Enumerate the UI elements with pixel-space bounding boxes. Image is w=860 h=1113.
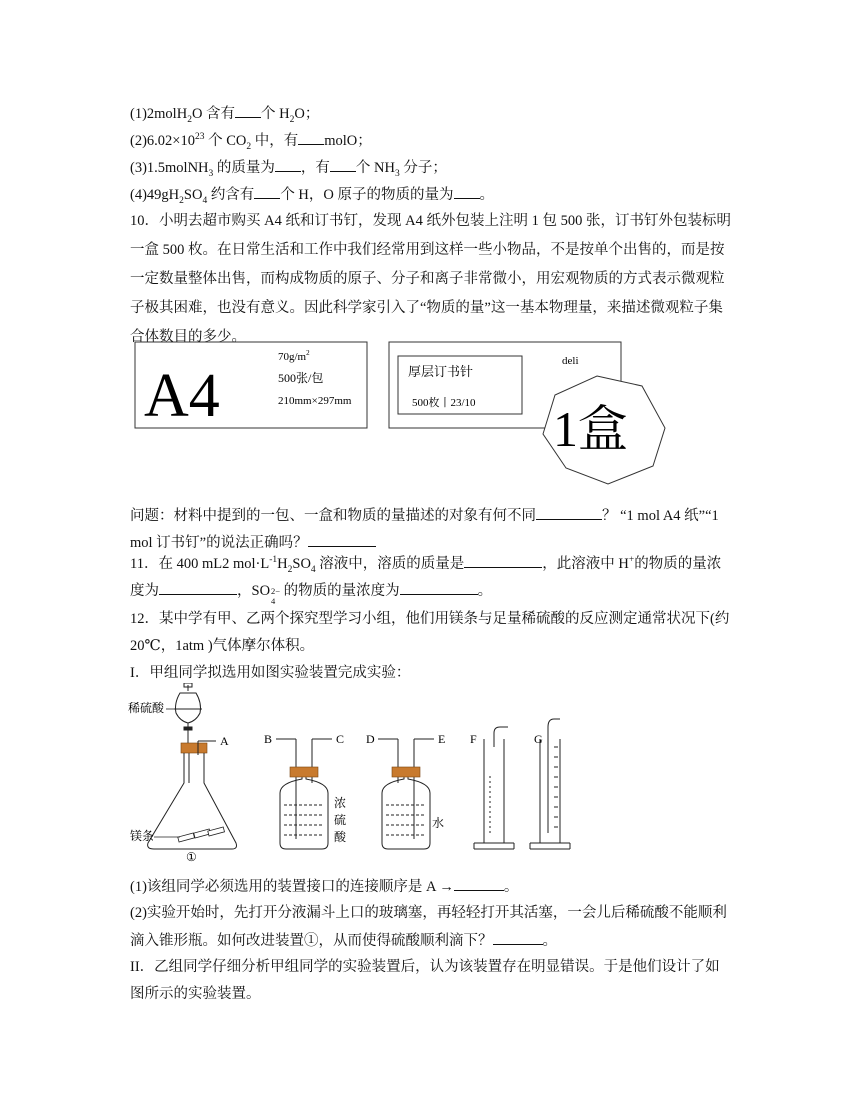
subscript: 3 (395, 168, 400, 179)
port-label-b: B (264, 732, 273, 746)
text: (1)该组同学必须选用的装置接口的连接顺序是 A → (130, 879, 454, 895)
text: 。 (479, 187, 495, 203)
acid-label: 稀硫酸 (128, 701, 165, 715)
text: 11．在 400 mL2 mol·L (130, 556, 270, 572)
text: 分子； (399, 160, 447, 176)
text: 的物质的量浓 (634, 556, 722, 572)
answer-blank[interactable] (536, 505, 602, 520)
text: 。 (477, 583, 493, 599)
superscript: 23 (194, 132, 205, 143)
q9-line-4 (130, 184, 494, 205)
answer-blank[interactable] (454, 876, 504, 891)
answer-blank[interactable] (308, 532, 376, 547)
subscript: 2 (187, 114, 192, 125)
q12-part3-line1: II．乙组同学仔细分析甲组同学的实验装置后，认为该装置存在明显错误。于是他们设计了如 (130, 959, 720, 975)
subscript: 4 (271, 595, 276, 606)
port-label-g: G (534, 732, 543, 746)
q12-part2-line2 (130, 930, 557, 951)
text: O； (294, 106, 320, 122)
text: ，此溶液中 H (542, 556, 629, 572)
answer-blank[interactable] (454, 184, 480, 199)
text: 度为 (130, 583, 159, 599)
answer-blank[interactable] (464, 553, 542, 568)
port-label-f: F (470, 732, 477, 746)
staple-count-text: 500枚丨23/10 (412, 397, 476, 409)
q12-line-1: 12．某中学有甲、乙两个探究型学习小组，他们用镁条与足量稀硫酸的反应测定通常状况下(约 (130, 611, 730, 627)
q10-line-2: 一盒 500 枚。在日常生活和工作中我们经常用到这样一些小物品，不是按单个出售的，而是按 (130, 242, 725, 258)
conc-label: 浓 (334, 796, 347, 810)
answer-blank[interactable] (275, 157, 301, 172)
q12-line-2: 20℃，1atm )气体摩尔体积。 (130, 638, 315, 654)
q10-line-3: 一定数量整体出售，而构成物质的原子、分子和离子非常微小，用宏观物质的方式表示微观粒 (130, 271, 725, 287)
magnesium-ribbons (178, 827, 225, 842)
conc-label: 酸 (334, 830, 347, 844)
port-label-c: C (336, 732, 345, 746)
conc-label: 硫 (334, 813, 347, 827)
q10-line-1: 10．小明去超市购买 A4 纸和订书钉，发现 A4 纸外包装上注明 1 包 500 张，订书钉外包装标明 (130, 213, 731, 229)
rubber-stopper (181, 743, 207, 753)
text: ，SO (237, 583, 271, 599)
sulfate-charge (270, 584, 281, 606)
q11-line-2 (130, 580, 493, 606)
wash-bottle-concentrated-acid (276, 739, 332, 849)
answer-blank[interactable] (159, 580, 237, 595)
q12-line-3: I．甲组同学拟选用如图实验装置完成实验： (130, 665, 411, 681)
port-label-d: D (366, 732, 375, 746)
text: 问题：材料中提到的一包、一盒和物质的量描述的对象有何不同 (130, 508, 536, 524)
q12-part2-line1: (2)实验开始时，先打开分液漏斗上口的玻璃塞，再轻轻打开其活塞，一会儿后稀硫酸不能顺利 (130, 905, 727, 921)
apparatus-1-label: ① (186, 850, 197, 863)
superscript: -1 (269, 555, 278, 566)
apparatus-figure (128, 683, 588, 863)
answer-blank[interactable] (235, 103, 261, 118)
superscript: + (628, 555, 635, 566)
answer-blank[interactable] (254, 184, 280, 199)
text: mol 订书钉”的说法正确吗？ (130, 535, 308, 551)
rubber-stopper (392, 767, 420, 777)
staple-name-text: 厚层订书针 (408, 364, 474, 379)
port-label-a: A (220, 734, 229, 748)
q12-part1 (130, 876, 518, 897)
text: 溶液中，溶质的质量是 (315, 556, 465, 572)
answer-blank[interactable] (298, 130, 324, 145)
answer-blank[interactable] (400, 580, 478, 595)
subscript: 3 (208, 168, 214, 179)
subscript: 2 (289, 114, 295, 125)
subscript: 4 (202, 195, 208, 206)
text: (3)1.5molNH (130, 160, 209, 176)
text: ？ “1 mol A4 纸”“1 (602, 508, 719, 524)
subscript: 4 (310, 564, 316, 575)
wash-bottle-water (378, 739, 434, 849)
text: ，有 (300, 160, 330, 176)
text: 个 NH (355, 160, 395, 176)
subscript: 2 (246, 141, 252, 152)
q10-line-5: 合体数目的多少。 (130, 329, 246, 345)
graduated-cylinder-f (474, 727, 514, 849)
q10-line-4: 子极其困难，也没有意义。因此科学家引入了“物质的量”这一基本物理量，来描述微观粒子集 (130, 300, 723, 316)
text: 。 (542, 933, 557, 949)
q9-line-3 (130, 157, 447, 178)
separatory-funnel (174, 683, 202, 783)
text: (4)49gH (130, 187, 180, 203)
a4-big-text: A4 (144, 362, 220, 430)
text: SO (183, 187, 203, 203)
text: molO； (324, 133, 372, 149)
text: O 含有 (191, 106, 236, 122)
text: 个 H，O 原子的物质的量为 (280, 187, 454, 203)
answer-blank[interactable] (493, 930, 543, 945)
packaging-figure (130, 338, 670, 488)
text: SO (292, 556, 311, 572)
port-label-e: E (438, 732, 446, 746)
answer-blank[interactable] (330, 157, 356, 172)
q10-question-line-2 (130, 532, 376, 553)
text: (1)2molH (130, 106, 188, 122)
brand-text: deli (562, 355, 579, 367)
q9-line-2 (130, 130, 372, 151)
magnesium-label: 镁条 (130, 829, 155, 843)
text: 滴入锥形瓶。如何改进装置①，从而使得硫酸顺利滴下？ (130, 933, 493, 949)
text: 约含有 (207, 187, 255, 203)
text: 个 CO (204, 133, 247, 149)
q10-question-line-1 (130, 505, 719, 526)
subscript: 2 (287, 564, 293, 575)
a4-weight-text: $70g/m^2$ (278, 349, 310, 363)
water-label: 水 (432, 816, 445, 830)
text: 个 H (261, 106, 290, 122)
text: 中，有 (251, 133, 299, 149)
charge-superscript: 2− (271, 585, 281, 596)
q12-part3-line2: 图所示的实验装置。 (130, 986, 261, 1002)
q11-line-1 (130, 553, 721, 574)
text: 的质量为 (213, 160, 275, 176)
a4-count-text: 500张/包 (278, 371, 324, 385)
text: 。 (503, 879, 519, 895)
subscript: 2 (179, 195, 184, 206)
box-count-text: 1盒 (553, 401, 628, 457)
text: H (277, 556, 288, 572)
text: 的物质的量浓度为 (280, 583, 400, 599)
text: (2)6.02×10 (130, 133, 195, 149)
a4-size-text: 210mm×297mm (278, 395, 352, 407)
rubber-stopper (290, 767, 318, 777)
q9-line-1 (130, 103, 319, 124)
